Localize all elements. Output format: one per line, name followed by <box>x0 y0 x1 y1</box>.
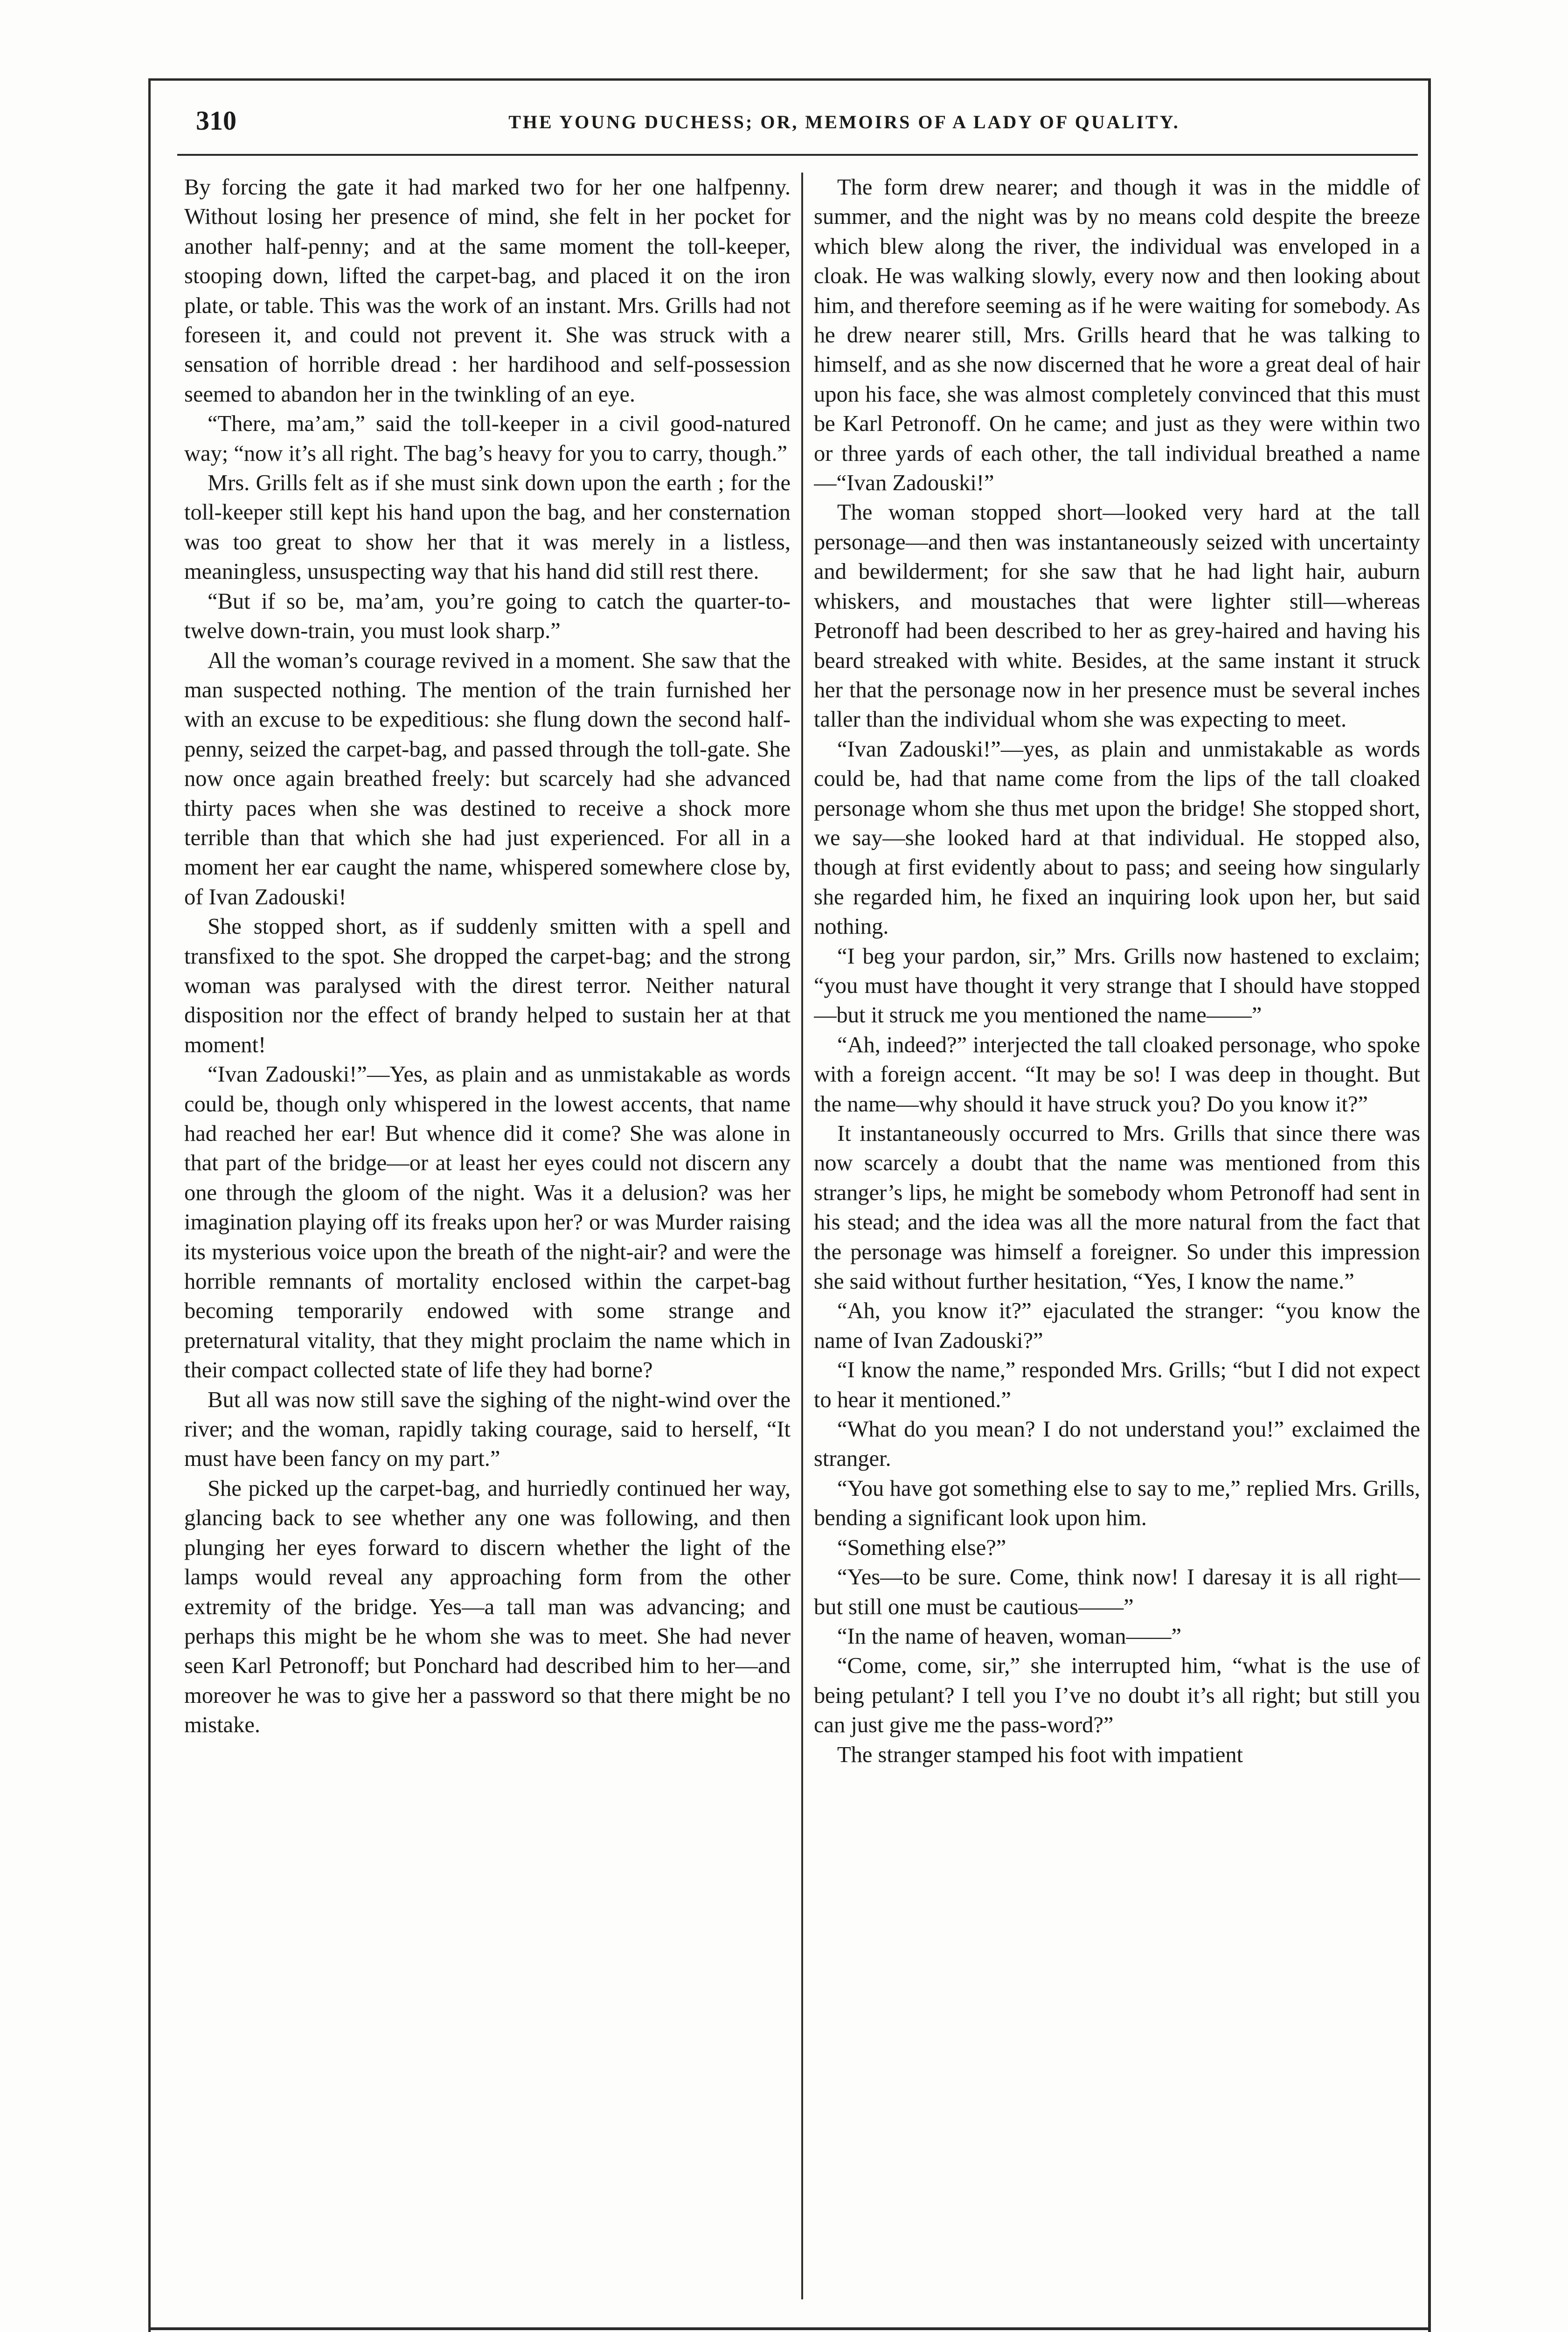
running-title: THE YOUNG DUCHESS; OR, MEMOIRS OF A LADY OF QUALITY. <box>508 111 1180 132</box>
paragraph: “Something else?” <box>837 1535 1006 1560</box>
paragraph: “Ah, you know it?” ejaculated the stranger: “you know the name of Ivan Zadouski?” <box>814 1298 1420 1353</box>
paragraph: “Come, come, sir,” she interrupted him, “what is the use of being petulant? I tell you I’ve no doubt it’s all right; but still you can just give me the pass-word?” <box>814 1653 1420 1738</box>
paragraph: But all was now still save the sighing of the night-wind over the river; and the woman, rapidly taking courage, said to herself, “It must have been fancy on my part.” <box>184 1387 791 1471</box>
header-rule <box>177 154 1418 156</box>
paragraph: “There, ma’am,” said the toll-keeper in a civil good-natured way; “now it’s all right. The bag’s heavy for you to carry, though.” <box>184 411 791 466</box>
paragraph: “Yes—to be sure. Come, think now! I daresay it is all right—but still one must be cautious——” <box>814 1565 1420 1619</box>
paragraph: It instantaneously occurred to Mrs. Grills that since there was now scarcely a doubt that the name was mentioned from this stranger’s lips, he might be somebody whom Petronoff had sent in his stead; and the idea was all the more natural from the fact that the personage was himself a foreigner. So under this impression she said without further hesitation, “Yes, I know the name.” <box>814 1121 1420 1294</box>
paragraph: She stopped short, as if suddenly smitten with a spell and transfixed to the spot. She dropped the carpet-bag; and the strong woman was paralysed with the direst terror. Neither natural disposition nor the effect of brandy helped to sustain her at that moment! <box>184 914 791 1057</box>
paragraph: The form drew nearer; and though it was in the middle of summer, and the night was by no means cold despite the breeze which blew along the river, the individual was enveloped in a cloak. He was walking slowly, every now and then looking about him, and therefore seeming as if he were waiting for somebody. As he drew nearer still, Mrs. Grills heard that he was talking to himself, and as she now discerned that he wore a great deal of hair upon his face, she was almost completely convinced that this must be Karl Petronoff. On he came; and just as they were within two or three yards of each other, the tall individual breathed a name—“Ivan Zadouski!” <box>814 175 1420 496</box>
paragraph: By forcing the gate it had marked two for her one halfpenny. Without losing her presence of mind, she felt in her pocket for another half-penny; and at the same moment the toll-keeper, stooping down, lifted the carpet-bag, and placed it on the iron plate, or table. This was the work of an instant. Mrs. Grills had not foreseen it, and could not prevent it. She was struck with a sensation of horrible dread : her hardihood and self-possession seemed to abandon her in the twinkling of an eye. <box>184 175 791 407</box>
paragraph: “Ivan Zadouski!”—yes, as plain and unmistakable as words could be, had that name come from the lips of the tall cloaked personage whom she thus met upon the bridge! She stopped short, we say—she looked hard at that individual. He stopped also, though at first evidently about to pass; and seeing how singularly she regarded him, he fixed an inquiring look upon her, but said nothing. <box>814 736 1420 939</box>
right-column <box>814 173 1420 2299</box>
page-bottom-rule <box>148 2327 1431 2330</box>
paragraph: “I beg your pardon, sir,” Mrs. Grills now hastened to exclaim; “you must have thought it very strange that I should have stopped—but it struck me you mentioned the name——” <box>814 944 1420 1028</box>
paragraph: “What do you mean? I do not understand you!” exclaimed the stranger. <box>814 1417 1420 1471</box>
paragraph: “Ivan Zadouski!”—Yes, as plain and as unmistakable as words could be, though only whispered in the lowest accents, that name had reached her ear! But whence did it come? She was alone in that part of the bridge—or at least her eyes could not discern any one through the gloom of the night. Was it a delusion? was her imagination playing off its freaks upon her? or was Murder raising its mysterious voice upon the breath of the night-air? and were the horrible remnants of mortality enclosed within the carpet-bag becoming temporarily endowed with some strange and preternatural vitality, that they might proclaim the name which in their compact collected state of life they had borne? <box>184 1062 791 1383</box>
paragraph: The stranger stamped his foot with impatient <box>837 1742 1243 1767</box>
paragraph: Mrs. Grills felt as if she must sink down upon the earth ; for the toll-keeper still kept his hand upon the bag, and her consternation was too great to show her that it was merely in a listless, meaningless, unsuspecting way that his hand did still rest there. <box>184 471 791 584</box>
column-divider <box>801 173 803 2299</box>
left-column <box>184 173 791 2299</box>
paragraph: She picked up the carpet-bag, and hurriedly continued her way, glancing back to see whether any one was following, and then plunging her eyes forward to discern whether the light of the lamps would reveal any approaching form from the other extremity of the bridge. Yes—a tall man was advancing; and perhaps this might be he whom she was to meet. She had never seen Karl Petronoff; but Ponchard had described him to her—and moreover he was to give her a password so that there might be no mistake. <box>184 1476 791 1738</box>
paragraph: “Ah, indeed?” interjected the tall cloaked personage, who spoke with a foreign accent. “It may be so! I was deep in thought. But the name—why should it have struck you? Do you know it?” <box>814 1032 1420 1117</box>
paragraph: “In the name of heaven, woman——” <box>837 1624 1181 1649</box>
paragraph: All the woman’s courage revived in a moment. She saw that the man suspected nothing. The mention of the train furnished her with an excuse to be expeditious: she flung down the second half-penny, seized the carpet-bag, and passed through the toll-gate. She now once again breathed freely: but scarcely had she advanced thirty paces when she was destined to receive a shock more terrible than that which she had just experienced. For all in a moment her ear caught the name, whispered somewhere close by, of Ivan Zadouski! <box>184 648 791 909</box>
paragraph: “You have got something else to say to me,” replied Mrs. Grills, bending a significant look upon him. <box>814 1476 1420 1531</box>
paragraph: “But if so be, ma’am, you’re going to catch the quarter-to-twelve down-train, you must look sharp.” <box>184 589 791 644</box>
paragraph: The woman stopped short—looked very hard at the tall personage—and then was instantaneously seized with uncertainty and bewilderment; for she saw that he had light hair, auburn whiskers, and moustaches that were lighter still—whereas Petronoff had been described to her as grey-haired and having his beard streaked with white. Besides, at the same instant it struck her that the personage now in her presence must be several inches taller than the individual whom she was expecting to meet. <box>814 500 1420 732</box>
page-number: 310 <box>196 105 236 136</box>
paragraph: “I know the name,” responded Mrs. Grills; “but I did not expect to hear it mentioned.” <box>814 1358 1420 1412</box>
